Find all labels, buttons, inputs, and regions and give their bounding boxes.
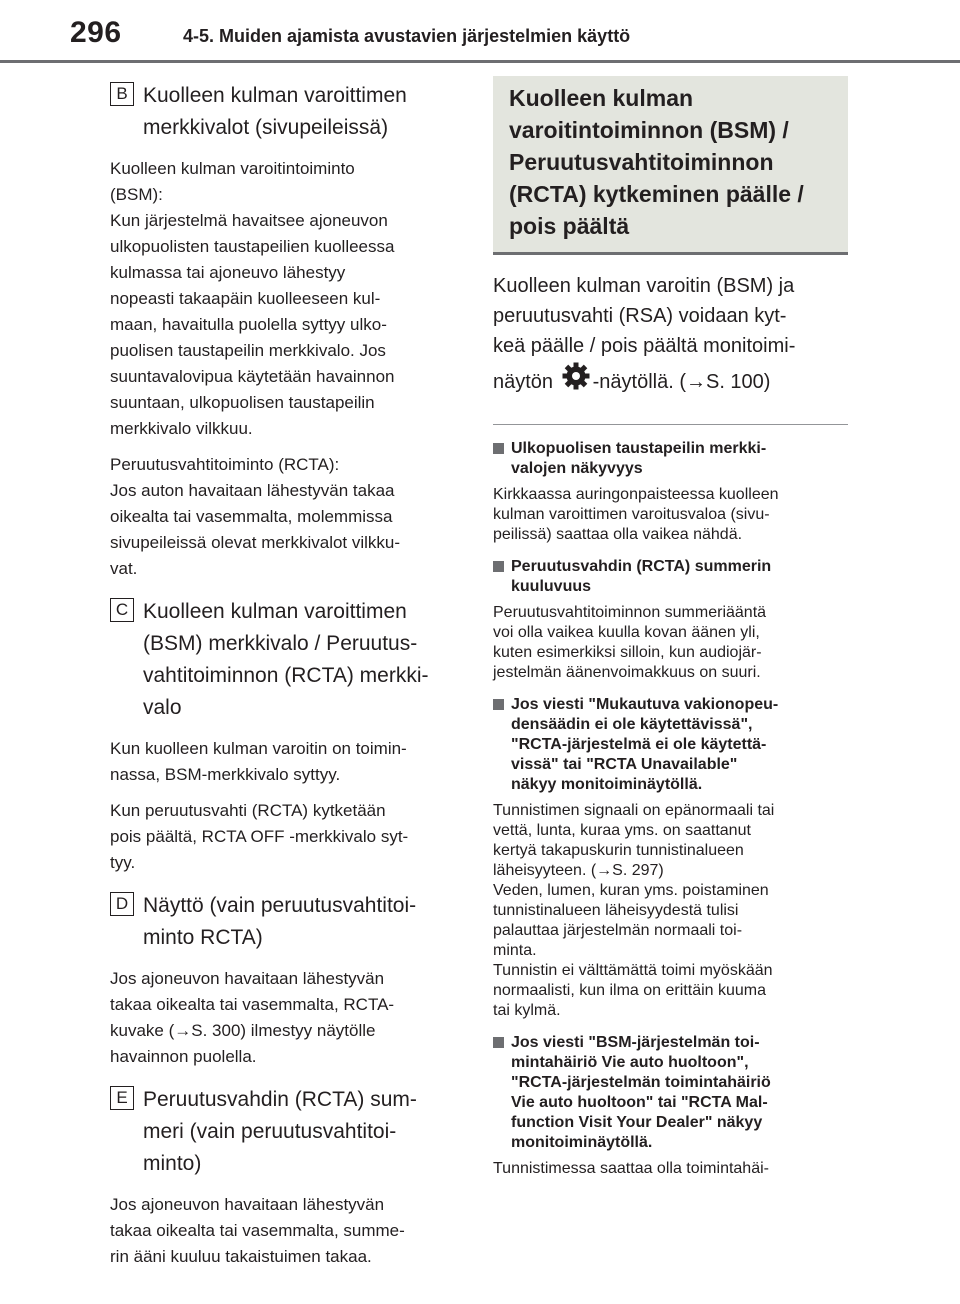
note-body [493, 1159, 848, 1179]
heading-line: meri (vain peruutusvahtitoi- [143, 1120, 397, 1143]
text-line: oikealta tai vasemmalta, molemmissa [110, 507, 393, 526]
text-line: nassa, BSM-merkkivalo syttyy. [110, 765, 341, 784]
heading-line: Näyttö (vain peruutusvahtitoi- [143, 894, 417, 917]
gear-icon [561, 361, 591, 400]
note-heading-line: valojen näkyvyys [511, 460, 643, 477]
text-line: Kuolleen kulman varoitintoiminto [110, 159, 355, 178]
section-heading [143, 596, 465, 724]
intro-line: näytön [493, 370, 559, 393]
text-line: ulkopuolisten taustapeilien kuolleessa [110, 237, 395, 256]
text-line: tyy. [110, 853, 136, 872]
note-text-line: jestelmän äänenvoimakkuus on suuri. [493, 664, 761, 681]
bullet-square-icon [493, 1037, 504, 1048]
notes-list [493, 439, 848, 1179]
text-line: merkkivalo vilkkuu. [110, 419, 253, 438]
box-title-line: Peruutusvahtitoiminnon [509, 149, 774, 175]
heading-line: valo [143, 696, 182, 719]
intro-line: Kuolleen kulman varoitin (BSM) ja [493, 275, 795, 297]
body-paragraph [110, 798, 465, 876]
note-text-line: voi olla vaikea kuulla kovan äänen yli, [493, 624, 760, 641]
right-column [493, 76, 848, 1191]
section-c [110, 596, 465, 876]
text-line: vat. [110, 559, 138, 578]
text-line: maan, havaitulla puolella syttyy ulko- [110, 315, 387, 334]
section-heading [143, 890, 465, 954]
note-text-line: Peruutusvahtitoiminnon summeriääntä [493, 604, 767, 621]
text-line: puolisen taustapeilin merkkivalo. Jos [110, 341, 386, 360]
heading-line: merkkivalot (sivupeileissä) [143, 116, 389, 139]
text-line: pois päältä, RCTA OFF -merkkivalo syt- [110, 827, 409, 846]
intro-line: keä päälle / pois päältä monitoimi- [493, 335, 796, 357]
chapter-title: 4-5. Muiden ajamista avustavien järjestelmien käyttö [183, 26, 631, 46]
text-line: Kun peruutusvahti (RCTA) kytketään [110, 801, 386, 820]
text-line: suuntavalovipua käytetään havainnon [110, 367, 395, 386]
text-line: kuvake (→S. 300) ilmestyy näytölle [110, 1021, 376, 1040]
text-line: Jos ajoneuvon havaitaan lähestyvän [110, 969, 385, 988]
page-number: 296 [70, 16, 122, 49]
text-line: takaa oikealta tai vasemmalta, summe- [110, 1221, 405, 1240]
section-b [110, 80, 465, 582]
section-d [110, 890, 465, 1070]
intro-line: peruutusvahti (RSA) voidaan kyt- [493, 305, 787, 327]
note-text-line: kertyä takapuskurin tunnistinalueen [493, 842, 744, 859]
note-heading-line: mintahäiriö Vie auto huoltoon", [511, 1054, 749, 1071]
heading-line: Kuolleen kulman varoittimen [143, 600, 407, 623]
body-paragraph [110, 1192, 465, 1270]
bullet-square-icon [493, 561, 504, 572]
note-heading-line: näkyy monitoiminäytöllä. [511, 776, 703, 793]
section-heading [143, 1084, 465, 1180]
heading-line: Kuolleen kulman varoittimen [143, 84, 407, 107]
intro-text [493, 271, 848, 404]
left-column [110, 80, 465, 1280]
note-text-line: tai kylmä. [493, 1002, 561, 1019]
text-line: suuntaan, ulkopuolisen taustapeilin [110, 393, 375, 412]
bullet-square-icon [493, 443, 504, 454]
note-heading-line: "RCTA-järjestelmä ei ole käytettä- [511, 736, 767, 753]
note-text-line: kuten esimerkiksi silloin, kun audiojär- [493, 644, 762, 661]
section-title-box [493, 76, 848, 255]
note-heading-line: kuuluvuus [511, 578, 592, 595]
note-heading-line: Ulkopuolisen taustapeilin merkki- [511, 440, 767, 457]
note-heading-line: Peruutusvahdin (RCTA) summerin [511, 558, 772, 575]
note-text-line: vettä, lunta, kuraa yms. on saattanut [493, 822, 751, 839]
box-title-line: (RCTA) kytkeminen päälle / [509, 181, 804, 207]
note-text-line: läheisyyteen. (→S. 297) [493, 862, 664, 879]
intro-line: -näytöllä. (→S. 100) [592, 370, 771, 393]
note-text-line: palauttaa järjestelmän normaali toi- [493, 922, 743, 939]
body-paragraph [110, 966, 465, 1070]
note-heading-line: densäädin ei ole käytettävissä", [511, 716, 753, 733]
section-letter-badge: D [110, 892, 134, 916]
section-letter-badge: B [110, 82, 134, 106]
box-title-line: varoitintoiminnon (BSM) / [509, 117, 789, 143]
note-heading [493, 695, 848, 795]
heading-line: minto) [143, 1152, 202, 1175]
note-text-line: tunnistinalueen läheisyydestä tulisi [493, 902, 739, 919]
section-heading [143, 80, 465, 144]
body-paragraph [110, 736, 465, 788]
bullet-square-icon [493, 699, 504, 710]
body-paragraph [110, 452, 465, 582]
text-line: Kun järjestelmä havaitsee ajoneuvon [110, 211, 388, 230]
note-text-line: kulman varoittimen varoitusvaloa (sivu- [493, 506, 770, 523]
note-heading-line: "RCTA-järjestelmän toimintahäiriö [511, 1074, 771, 1091]
note-heading-line: Jos viesti "Mukautuva vakionopeu- [511, 696, 779, 713]
note-text-line: Kirkkaassa auringonpaisteessa kuolleen [493, 486, 779, 503]
heading-line: (BSM) merkkivalo / Peruutus- [143, 632, 418, 655]
text-line: havainnon puolella. [110, 1047, 257, 1066]
divider [493, 424, 848, 425]
note-heading [493, 1033, 848, 1153]
note-body [493, 603, 848, 683]
heading-line: vahtitoiminnon (RCTA) merkki- [143, 664, 429, 687]
note-text-line: Veden, lumen, kuran yms. poistaminen [493, 882, 769, 899]
text-line: rin ääni kuuluu takaistuimen takaa. [110, 1247, 372, 1266]
note-text-line: minta. [493, 942, 537, 959]
note-text-line: peilissä) saattaa olla vaikea nähdä. [493, 526, 743, 543]
note-body [493, 485, 848, 545]
note-heading-line: function Visit Your Dealer" näkyy [511, 1114, 763, 1131]
text-line: Peruutusvahtitoiminto (RCTA): [110, 455, 340, 474]
note-heading-line: monitoiminäytöllä. [511, 1134, 653, 1151]
text-line: nopeasti takaapäin kuolleeseen kul- [110, 289, 381, 308]
text-line: Jos ajoneuvon havaitaan lähestyvän [110, 1195, 385, 1214]
note-text-line: Tunnistin ei välttämättä toimi myöskään [493, 962, 773, 979]
heading-line: minto RCTA) [143, 926, 263, 949]
box-title-line: pois päältä [509, 213, 630, 239]
text-line: takaa oikealta tai vasemmalta, RCTA- [110, 995, 395, 1014]
note-heading-line: Vie auto huoltoon" tai "RCTA Mal- [511, 1094, 768, 1111]
note-text-line: Tunnistimessa saattaa olla toimintahäi- [493, 1160, 769, 1177]
text-line: sivupeileissä olevat merkkivalot vilkku- [110, 533, 401, 552]
heading-line: Peruutusvahdin (RCTA) sum- [143, 1088, 417, 1111]
box-title-line: Kuolleen kulman [509, 85, 694, 111]
text-line: Jos auton havaitaan lähestyvän takaa [110, 481, 395, 500]
note-text-line: normaalisti, kun ilma on erittäin kuuma [493, 982, 767, 999]
page-header [0, 0, 960, 62]
text-line: kulmassa tai ajoneuvo lähestyy [110, 263, 346, 282]
section-e [110, 1084, 465, 1270]
text-line: Kun kuolleen kulman varoitin on toimin- [110, 739, 407, 758]
note-heading [493, 439, 848, 479]
note-heading [493, 557, 848, 597]
section-letter-badge: E [110, 1086, 134, 1110]
section-letter-badge: C [110, 598, 134, 622]
note-body [493, 801, 848, 1021]
note-heading-line: Jos viesti "BSM-järjestelmän toi- [511, 1034, 760, 1051]
body-paragraph [110, 156, 465, 442]
note-text-line: Tunnistimen signaali on epänormaali tai [493, 802, 775, 819]
text-line: (BSM): [110, 185, 163, 204]
note-heading-line: vissä" tai "RCTA Unavailable" [511, 756, 738, 773]
header-rule [0, 60, 960, 63]
